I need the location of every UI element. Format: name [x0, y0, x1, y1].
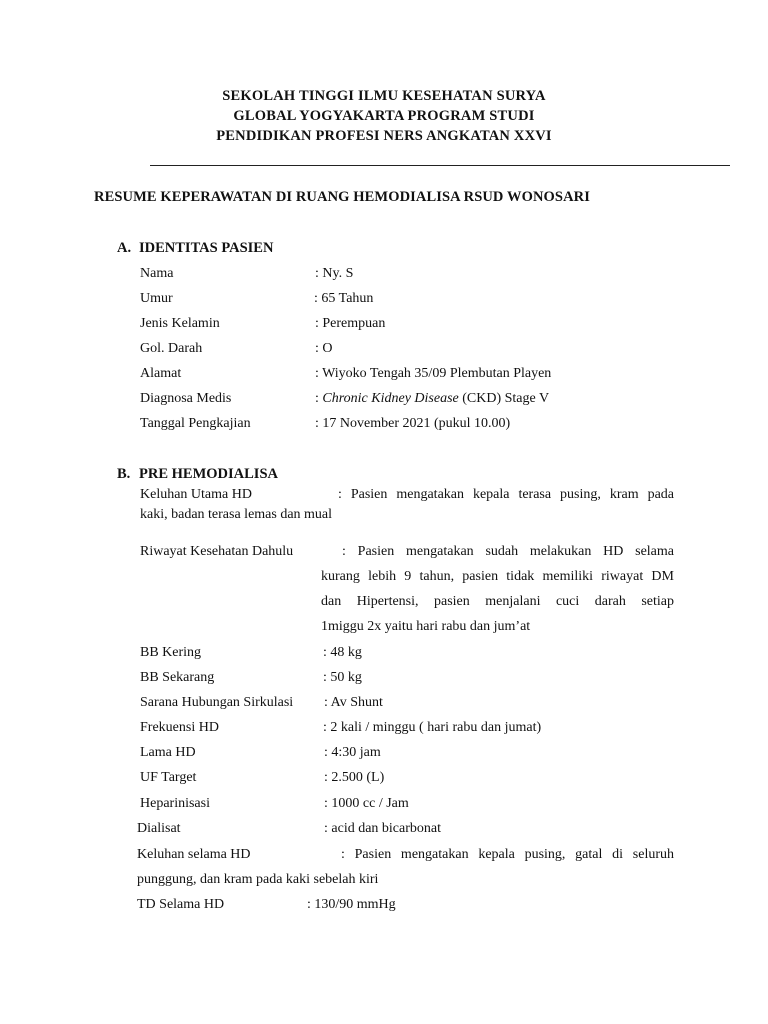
- keluhan-selama-line-2: punggung, dan kram pada kaki sebelah kiri: [137, 872, 379, 887]
- row-label: UF Target: [140, 770, 197, 785]
- section-a-title: IDENTITAS PASIEN: [139, 240, 274, 256]
- riwayat-label: Riwayat Kesehatan Dahulu: [140, 544, 294, 559]
- row-label: Umur: [140, 291, 173, 306]
- header-line-2: GLOBAL YOGYAKARTA PROGRAM STUDI: [233, 108, 535, 124]
- row-label: Sarana Hubungan Sirkulasi: [140, 695, 294, 710]
- row-value: : Perempuan: [315, 316, 386, 331]
- header-line-1: SEKOLAH TINGGI ILMU KESEHATAN SURYA: [222, 88, 546, 104]
- row-label: Nama: [140, 266, 174, 281]
- row-label: BB Sekarang: [140, 670, 215, 685]
- section-b-heading: [117, 466, 278, 483]
- riwayat-line-1: : Pasien mengatakan sudah melakukan HD selama: [342, 544, 674, 559]
- row-value: : Wiyoko Tengah 35/09 Plembutan Playen: [315, 366, 552, 381]
- row-value: : 65 Tahun: [314, 291, 374, 306]
- row-value: : O: [315, 341, 333, 356]
- row-label: Heparinisasi: [140, 796, 210, 811]
- row-label: Alamat: [140, 366, 182, 381]
- section-a-letter: A.: [117, 240, 132, 256]
- row-label: TD Selama HD: [137, 897, 225, 912]
- row-value: : 17 November 2021 (pukul 10.00): [315, 416, 511, 431]
- row-value: [315, 391, 549, 407]
- row-label: Gol. Darah: [140, 341, 203, 356]
- institution-header: [0, 86, 768, 146]
- value-prefix: :: [315, 391, 323, 406]
- row-value: : Ny. S: [315, 266, 354, 281]
- section-a-heading: [117, 240, 273, 257]
- document-title: RESUME KEPERAWATAN DI RUANG HEMODIALISA RSUD WONOSARI: [94, 189, 590, 205]
- row-value: : 48 kg: [323, 645, 362, 660]
- section-b-title: PRE HEMODIALISA: [139, 466, 278, 482]
- riwayat-line-3: dan Hipertensi, pasien menjalani cuci darah setiap: [321, 594, 674, 609]
- row-label: Frekuensi HD: [140, 720, 219, 735]
- section-b-letter: B.: [117, 466, 131, 482]
- row-value: : 50 kg: [323, 670, 362, 685]
- row-value: : Av Shunt: [324, 695, 383, 710]
- row-label: Jenis Kelamin: [140, 316, 220, 331]
- row-value: : 4:30 jam: [324, 745, 381, 760]
- row-value: : 2 kali / minggu ( hari rabu dan jumat): [323, 720, 542, 735]
- header-divider: [150, 165, 730, 166]
- row-label: BB Kering: [140, 645, 202, 660]
- keluhan-utama-line-1: : Pasien mengatakan kepala terasa pusing, kram pada: [338, 487, 674, 502]
- riwayat-line-4: 1miggu 2x yaitu hari rabu dan jum’at: [321, 619, 531, 634]
- row-label: Tanggal Pengkajian: [140, 416, 251, 431]
- keluhan-selama-label: Keluhan selama HD: [137, 847, 251, 862]
- value-italic: Chronic Kidney Disease: [322, 391, 459, 406]
- riwayat-line-2: kurang lebih 9 tahun, pasien tidak memiliki riwayat DM: [321, 569, 674, 584]
- row-label: Lama HD: [140, 745, 196, 760]
- header-line-3: PENDIDIKAN PROFESI NERS ANGKATAN XXVI: [216, 128, 552, 144]
- keluhan-selama-line-1: : Pasien mengatakan kepala pusing, gatal di seluruh: [341, 847, 674, 862]
- value-suffix: (CKD) Stage V: [458, 391, 550, 406]
- row-value: : 130/90 mmHg: [307, 897, 396, 912]
- row-label: Dialisat: [137, 821, 181, 836]
- row-value: : 2.500 (L): [324, 770, 385, 785]
- row-label: Diagnosa Medis: [140, 391, 232, 406]
- row-value: : 1000 cc / Jam: [324, 796, 409, 811]
- row-value: : acid dan bicarbonat: [324, 821, 442, 836]
- keluhan-utama-line-2: kaki, badan terasa lemas dan mual: [140, 507, 333, 522]
- keluhan-utama-label: Keluhan Utama HD: [140, 487, 252, 502]
